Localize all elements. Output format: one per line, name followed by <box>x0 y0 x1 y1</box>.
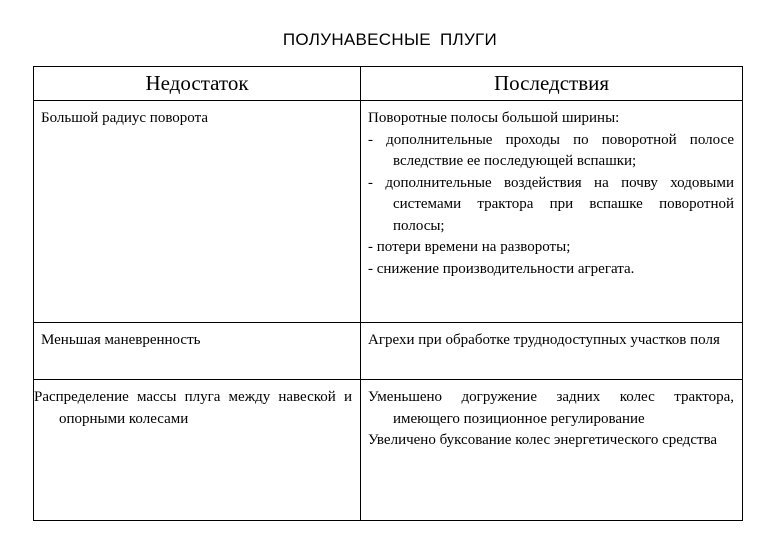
table-cell-drawback <box>34 101 361 323</box>
consequence-item: Агрехи при обработке труднодоступных участков поля <box>368 332 720 348</box>
table-header-row <box>34 67 743 101</box>
page-title: ПОЛУНАВЕСНЫЕ ПЛУГИ <box>282 30 498 49</box>
consequence-item: - снижение производительности агрегата. <box>368 260 635 277</box>
drawbacks-table <box>33 66 743 521</box>
consequence-intro: Поворотные полосы большой ширины: <box>368 110 620 126</box>
table-row <box>34 380 743 521</box>
consequence-item: Увеличено буксование колес энергетического средства <box>368 432 718 448</box>
column-header-drawback: Недостаток <box>34 67 361 101</box>
consequence-item: - дополнительные проходы по поворотной полосе вследствие ее последующей вспашки; <box>368 131 734 169</box>
consequence-item: Уменьшено догружение задних колес трактора, имеющего позиционное регулирование <box>368 389 734 427</box>
table-cell-consequences <box>361 101 743 323</box>
table-cell-consequences <box>361 323 743 380</box>
table-cell-drawback <box>34 380 361 521</box>
drawback-text: Меньшая маневренность <box>41 332 201 348</box>
drawback-text: Большой радиус поворота <box>41 110 208 126</box>
table-row <box>34 101 743 323</box>
table-cell-drawback <box>34 323 361 380</box>
consequences-list <box>361 380 742 452</box>
consequence-item: - дополнительные воздействия на почву ходовыми системами трактора при вспашке поворотной полосы; <box>368 174 734 234</box>
column-header-consequences: Последствия <box>361 67 743 101</box>
consequences-list <box>361 101 742 280</box>
drawback-text: Распределение массы плуга между навеской и опорными колесами <box>34 389 352 427</box>
consequence-item: - потери времени на развороты; <box>368 239 571 255</box>
consequences-list <box>361 323 742 352</box>
table-row <box>34 323 743 380</box>
table-cell-consequences <box>361 380 743 521</box>
